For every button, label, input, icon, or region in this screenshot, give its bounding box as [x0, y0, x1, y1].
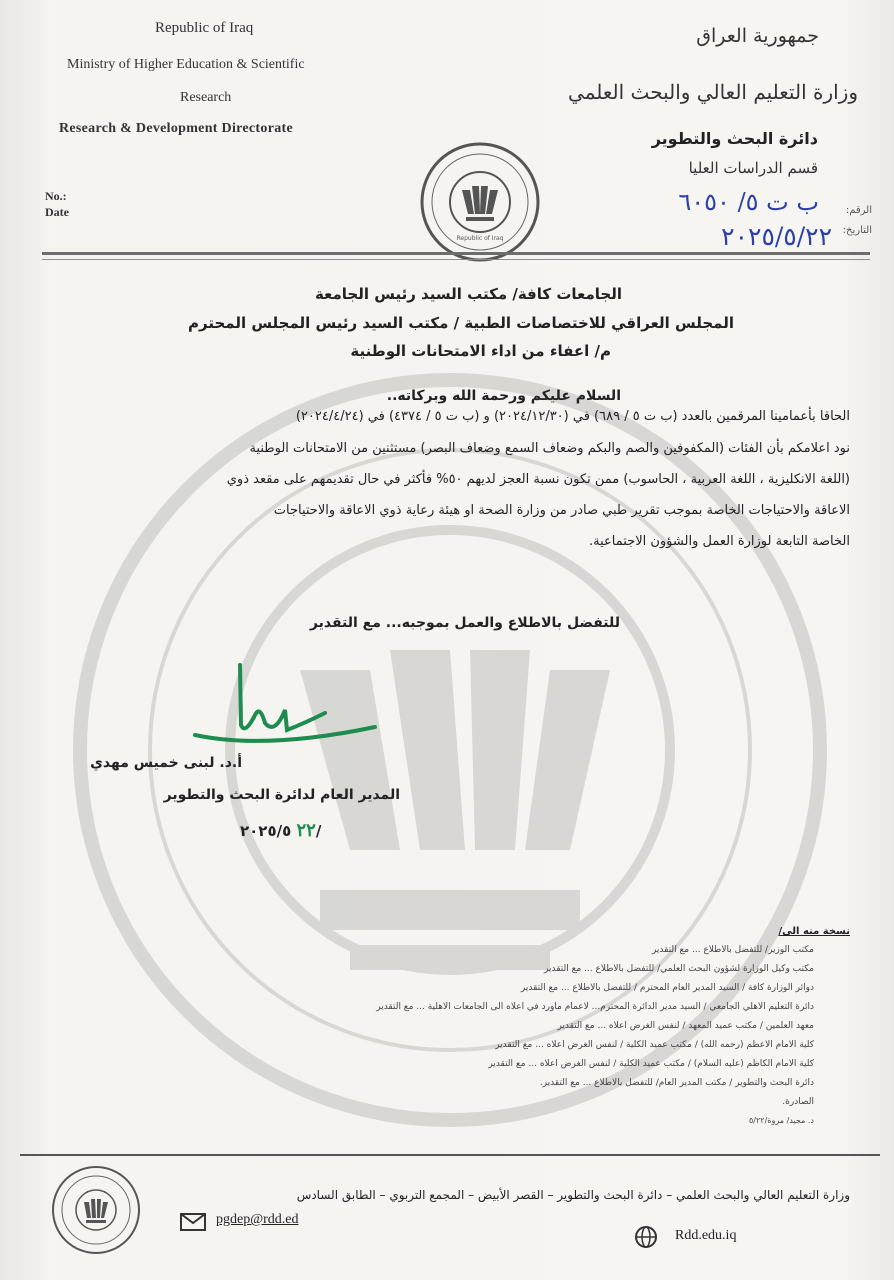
- cc-item: دائرة البحث والتطوير / مكتب المدير العام/ للتفضل بالاطلاع ... مع التقدير.: [539, 1078, 814, 1088]
- cc-item: دوائر الوزارة كافة / السيد المدير العام المحترم / للتفضل بالاطلاع ... مع التقدير: [520, 983, 814, 993]
- signatory-name: أ.د. لبنى خميس مهدي: [90, 755, 242, 771]
- header-divider-thin: [42, 259, 870, 260]
- ar-date-label: التاريخ:: [842, 225, 872, 236]
- en-no-label: No.:: [45, 189, 67, 203]
- body-line-3: (اللغة الانكليزية ، اللغة العربية ، الحاسوب) ممن تكون نسبة العجز لديهم ٥٠% فأكثر في حال تقديمهم على مقعد ذوي: [226, 472, 850, 487]
- footer-website-link[interactable]: Rdd.edu.iq: [675, 1228, 737, 1243]
- cc-item: كلية الامام الاعظم (رحمه الله) / مكتب عميد الكلية / لنفس الغرض اعلاه ... مع التقدير: [495, 1040, 814, 1050]
- subject-line: م/ اعفاء من اداء الامتحانات الوطنية: [350, 342, 611, 360]
- logo-caption: Republic of Iraq: [456, 235, 504, 242]
- signatory-date-printed: ٢٠٢٥/٥/: [240, 822, 322, 840]
- body-line-5: الخاصة التابعة لوزارة العمل والشؤون الاجتماعية.: [588, 534, 850, 549]
- en-ministry-line1: Ministry of Higher Education & Scientific: [67, 57, 305, 72]
- cc-item: مكتب وكيل الوزارة لشؤون البحث العلمي/ للتفضل بالاطلاع ... مع التقدير: [544, 964, 814, 974]
- greeting: السلام عليكم ورحمة الله وبركاته..: [386, 388, 621, 404]
- ar-department: قسم الدراسات العليا: [688, 159, 818, 177]
- email-icon: [180, 1213, 206, 1231]
- signatory-date: [240, 820, 321, 841]
- en-date-label: Date: [45, 205, 69, 219]
- ar-date-value: ٢٠٢٥/٥/٢٢: [721, 222, 832, 251]
- ministry-logo-icon: [416, 140, 544, 264]
- footer-email-link[interactable]: pgdep@rdd.ed: [216, 1212, 299, 1227]
- cc-initials: د. مجيد/ مروة/٥/٢٢: [749, 1116, 814, 1125]
- en-country: Republic of Iraq: [155, 20, 254, 36]
- addressee-medical-council: المجلس العراقي للاختصاصات الطبية / مكتب السيد رئيس المجلس المحترم: [188, 314, 734, 332]
- signatory-title: المدير العام لدائرة البحث والتطوير: [163, 787, 400, 803]
- cc-item: الصادرة.: [782, 1097, 814, 1107]
- signatory-date-hand: ٢٢: [296, 820, 316, 841]
- en-ministry-line2: Research: [180, 90, 232, 105]
- cc-item: معهد العلمين / مكتب عميد المعهد / لنفس الغرض اعلاه ... مع التقدير: [557, 1021, 814, 1031]
- globe-icon: [634, 1225, 658, 1249]
- body-line-1: الحاقا بأعمامينا المرقمين بالعدد (ب ت ٥ / ٦٨٩) في (٢٠٢٤/١٢/٣٠) و (ب ت ٥ / ٤٣٧٤) في (٢٠٢٤/٤/٢٤): [295, 409, 850, 424]
- ar-ministry: وزارة التعليم العالي والبحث العلمي: [568, 80, 858, 104]
- footer-address: وزارة التعليم العالي والبحث العلمي – دائرة البحث والتطوير – القصر الأبيض – المجمع التربوي – الطابق السادس: [296, 1188, 850, 1202]
- ar-country: جمهورية العراق: [696, 25, 819, 47]
- signature-icon: [185, 655, 385, 755]
- footer-logo-icon: [50, 1162, 142, 1258]
- cc-item: دائرة التعليم الاهلي الجامعي / السيد مدير الدائرة المحترم... لاعمام ماورد في اعلاه الى الجامعات الاهلية ... مع التقدير: [376, 1002, 814, 1012]
- cc-item: مكتب الوزير/ للتفضل بالاطلاع ... مع التقدير: [651, 945, 814, 955]
- cc-heading: نسخة منه الى/: [778, 926, 850, 937]
- en-directorate: Research & Development Directorate: [59, 121, 293, 136]
- closing-line: للتفضل بالاطلاع والعمل بموجبه... مع التقدير: [309, 615, 620, 631]
- cc-item: كلية الامام الكاظم (عليه السلام) / مكتب عميد الكلية / لنفس الغرض اعلاه ... مع التقدير: [488, 1059, 814, 1069]
- ar-directorate: دائرة البحث والتطوير: [651, 129, 818, 148]
- header-divider: [42, 252, 870, 255]
- footer-divider: [20, 1154, 880, 1156]
- addressee-universities: الجامعات كافة/ مكتب السيد رئيس الجامعة: [314, 285, 622, 303]
- ar-number-value: ب ت ٥/ ٦٠٥٠: [678, 188, 819, 216]
- body-line-4: الاعاقة والاحتياجات الخاصة بموجب تقرير طبي صادر من وزارة الصحة او هيئة رعاية ذوي الاعاقة والاحتياجات: [273, 503, 850, 518]
- ar-number-label: الرقم:: [845, 205, 872, 216]
- body-line-2: نود اعلامكم بأن الفئات (المكفوفين والصم والبكم وضعاف السمع وضعاف البصر) مستثنين من الامتحانات الوطنية: [249, 441, 850, 456]
